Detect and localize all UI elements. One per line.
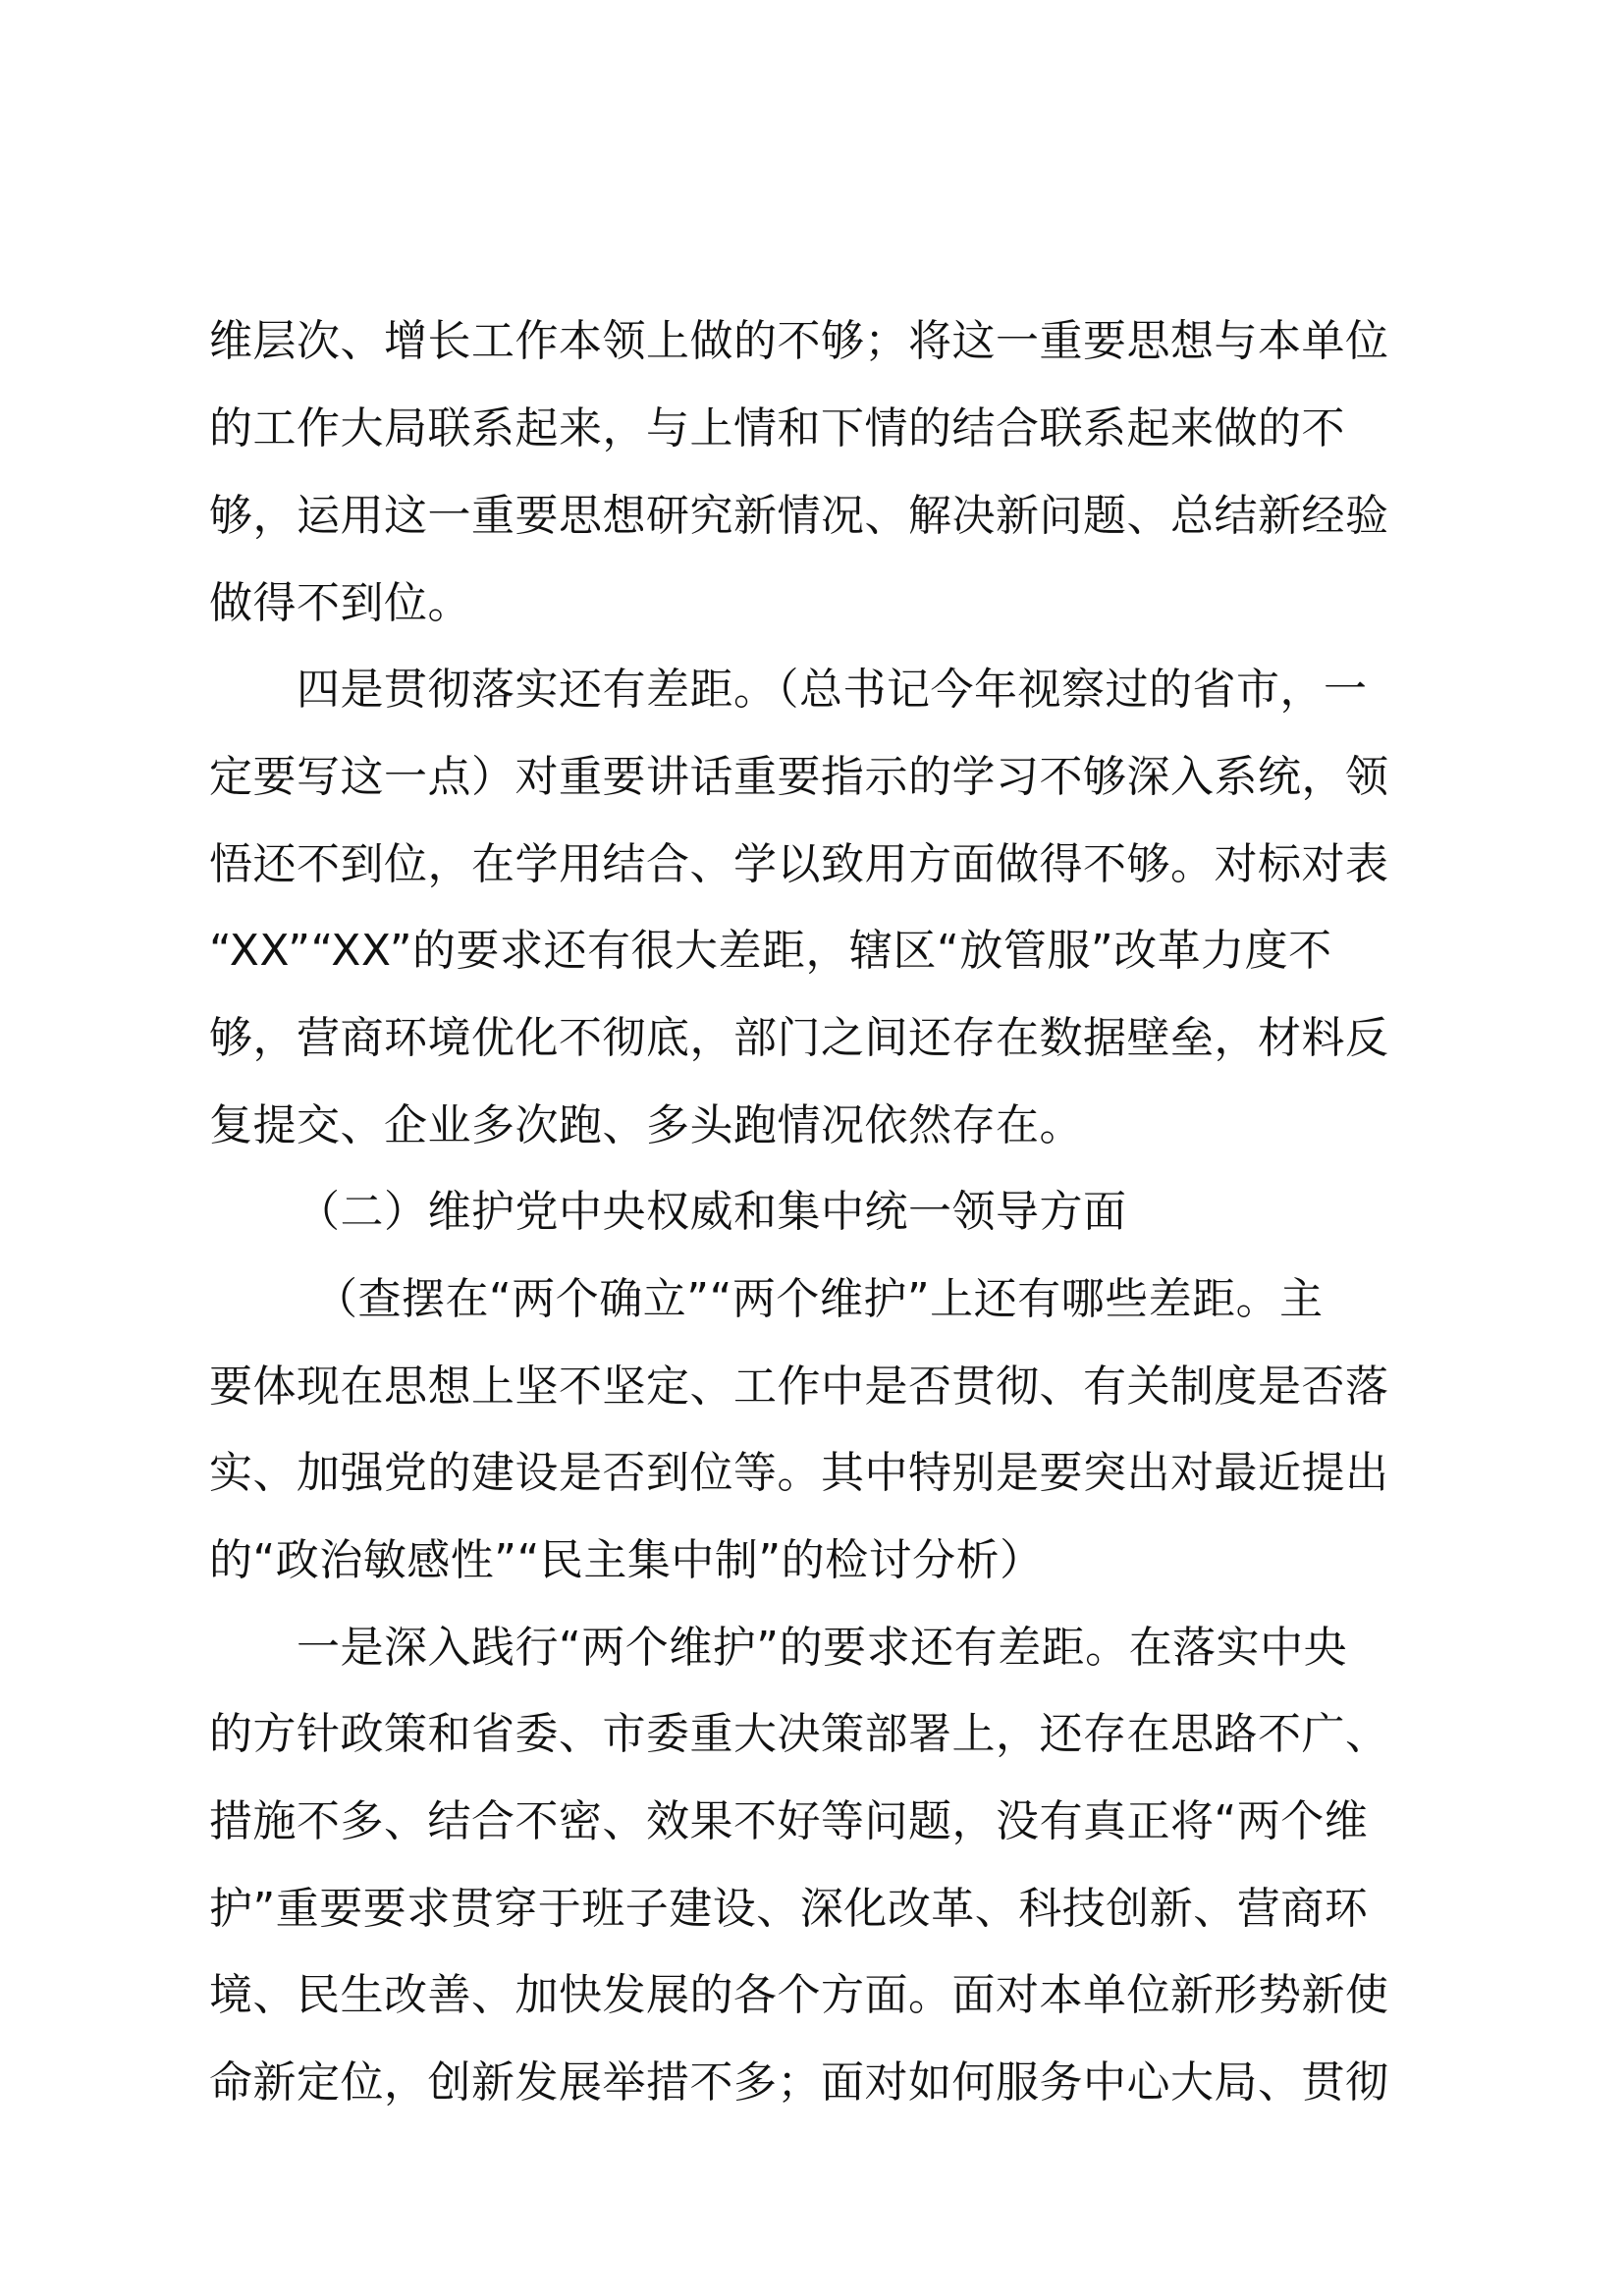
- text-line: 做得不到位。: [209, 578, 471, 628]
- text-line: 措施不多、结合不密、效果不好等问题，没有真正将“两个维: [209, 1796, 1369, 1846]
- paragraph-start-line: 四是贯彻落实还有差距。（总书记今年视察过的省市，一: [297, 665, 1368, 715]
- text-line: 够，营商环境优化不彻底，部门之间还存在数据壁垒，材料反: [209, 1013, 1389, 1063]
- text-line: 维层次、增长工作本领上做的不够；将这一重要思想与本单位: [209, 316, 1389, 366]
- text-line: 的方针政策和省委、市委重大决策部署上，还存在思路不广、: [209, 1709, 1389, 1759]
- text-line: 要体现在思想上坚不坚定、工作中是否贯彻、有关制度是否落: [209, 1362, 1389, 1412]
- paragraph-start-line: （查摆在“两个确立”“两个维护”上还有哪些差距。主: [314, 1274, 1324, 1324]
- text-line: “XX”“XX”的要求还有很大差距，辖区“放管服”改革力度不: [209, 926, 1332, 976]
- paragraph-start-line: 一是深入践行“两个维护”的要求还有差距。在落实中央: [297, 1623, 1348, 1673]
- text-line: 复提交、企业多次跑、多头跑情况依然存在。: [209, 1100, 1083, 1150]
- text-line: 的“政治敏感性”“民主集中制”的检讨分析）: [209, 1535, 1044, 1585]
- text-line: 够，运用这一重要思想研究新情况、解决新问题、总结新经验: [209, 491, 1389, 541]
- text-line: 护”重要要求贯穿于班子建设、深化改革、科技创新、营商环: [209, 1884, 1369, 1934]
- text-line: 境、民生改善、加快发展的各个方面。面对本单位新形势新使: [209, 1970, 1389, 2020]
- text-line: 的工作大局联系起来，与上情和下情的结合联系起来做的不: [209, 403, 1345, 454]
- section-heading: （二）维护党中央权威和集中统一领导方面: [297, 1187, 1127, 1237]
- text-line: 定要写这一点）对重要讲话重要指示的学习不够深入系统，领: [209, 752, 1389, 802]
- text-line: 命新定位，创新发展举措不多；面对如何服务中心大局、贯彻: [209, 2057, 1389, 2108]
- text-line: 悟还不到位，在学用结合、学以致用方面做得不够。对标对表: [209, 839, 1389, 889]
- text-line: 实、加强党的建设是否到位等。其中特别是要突出对最近提出: [209, 1448, 1389, 1498]
